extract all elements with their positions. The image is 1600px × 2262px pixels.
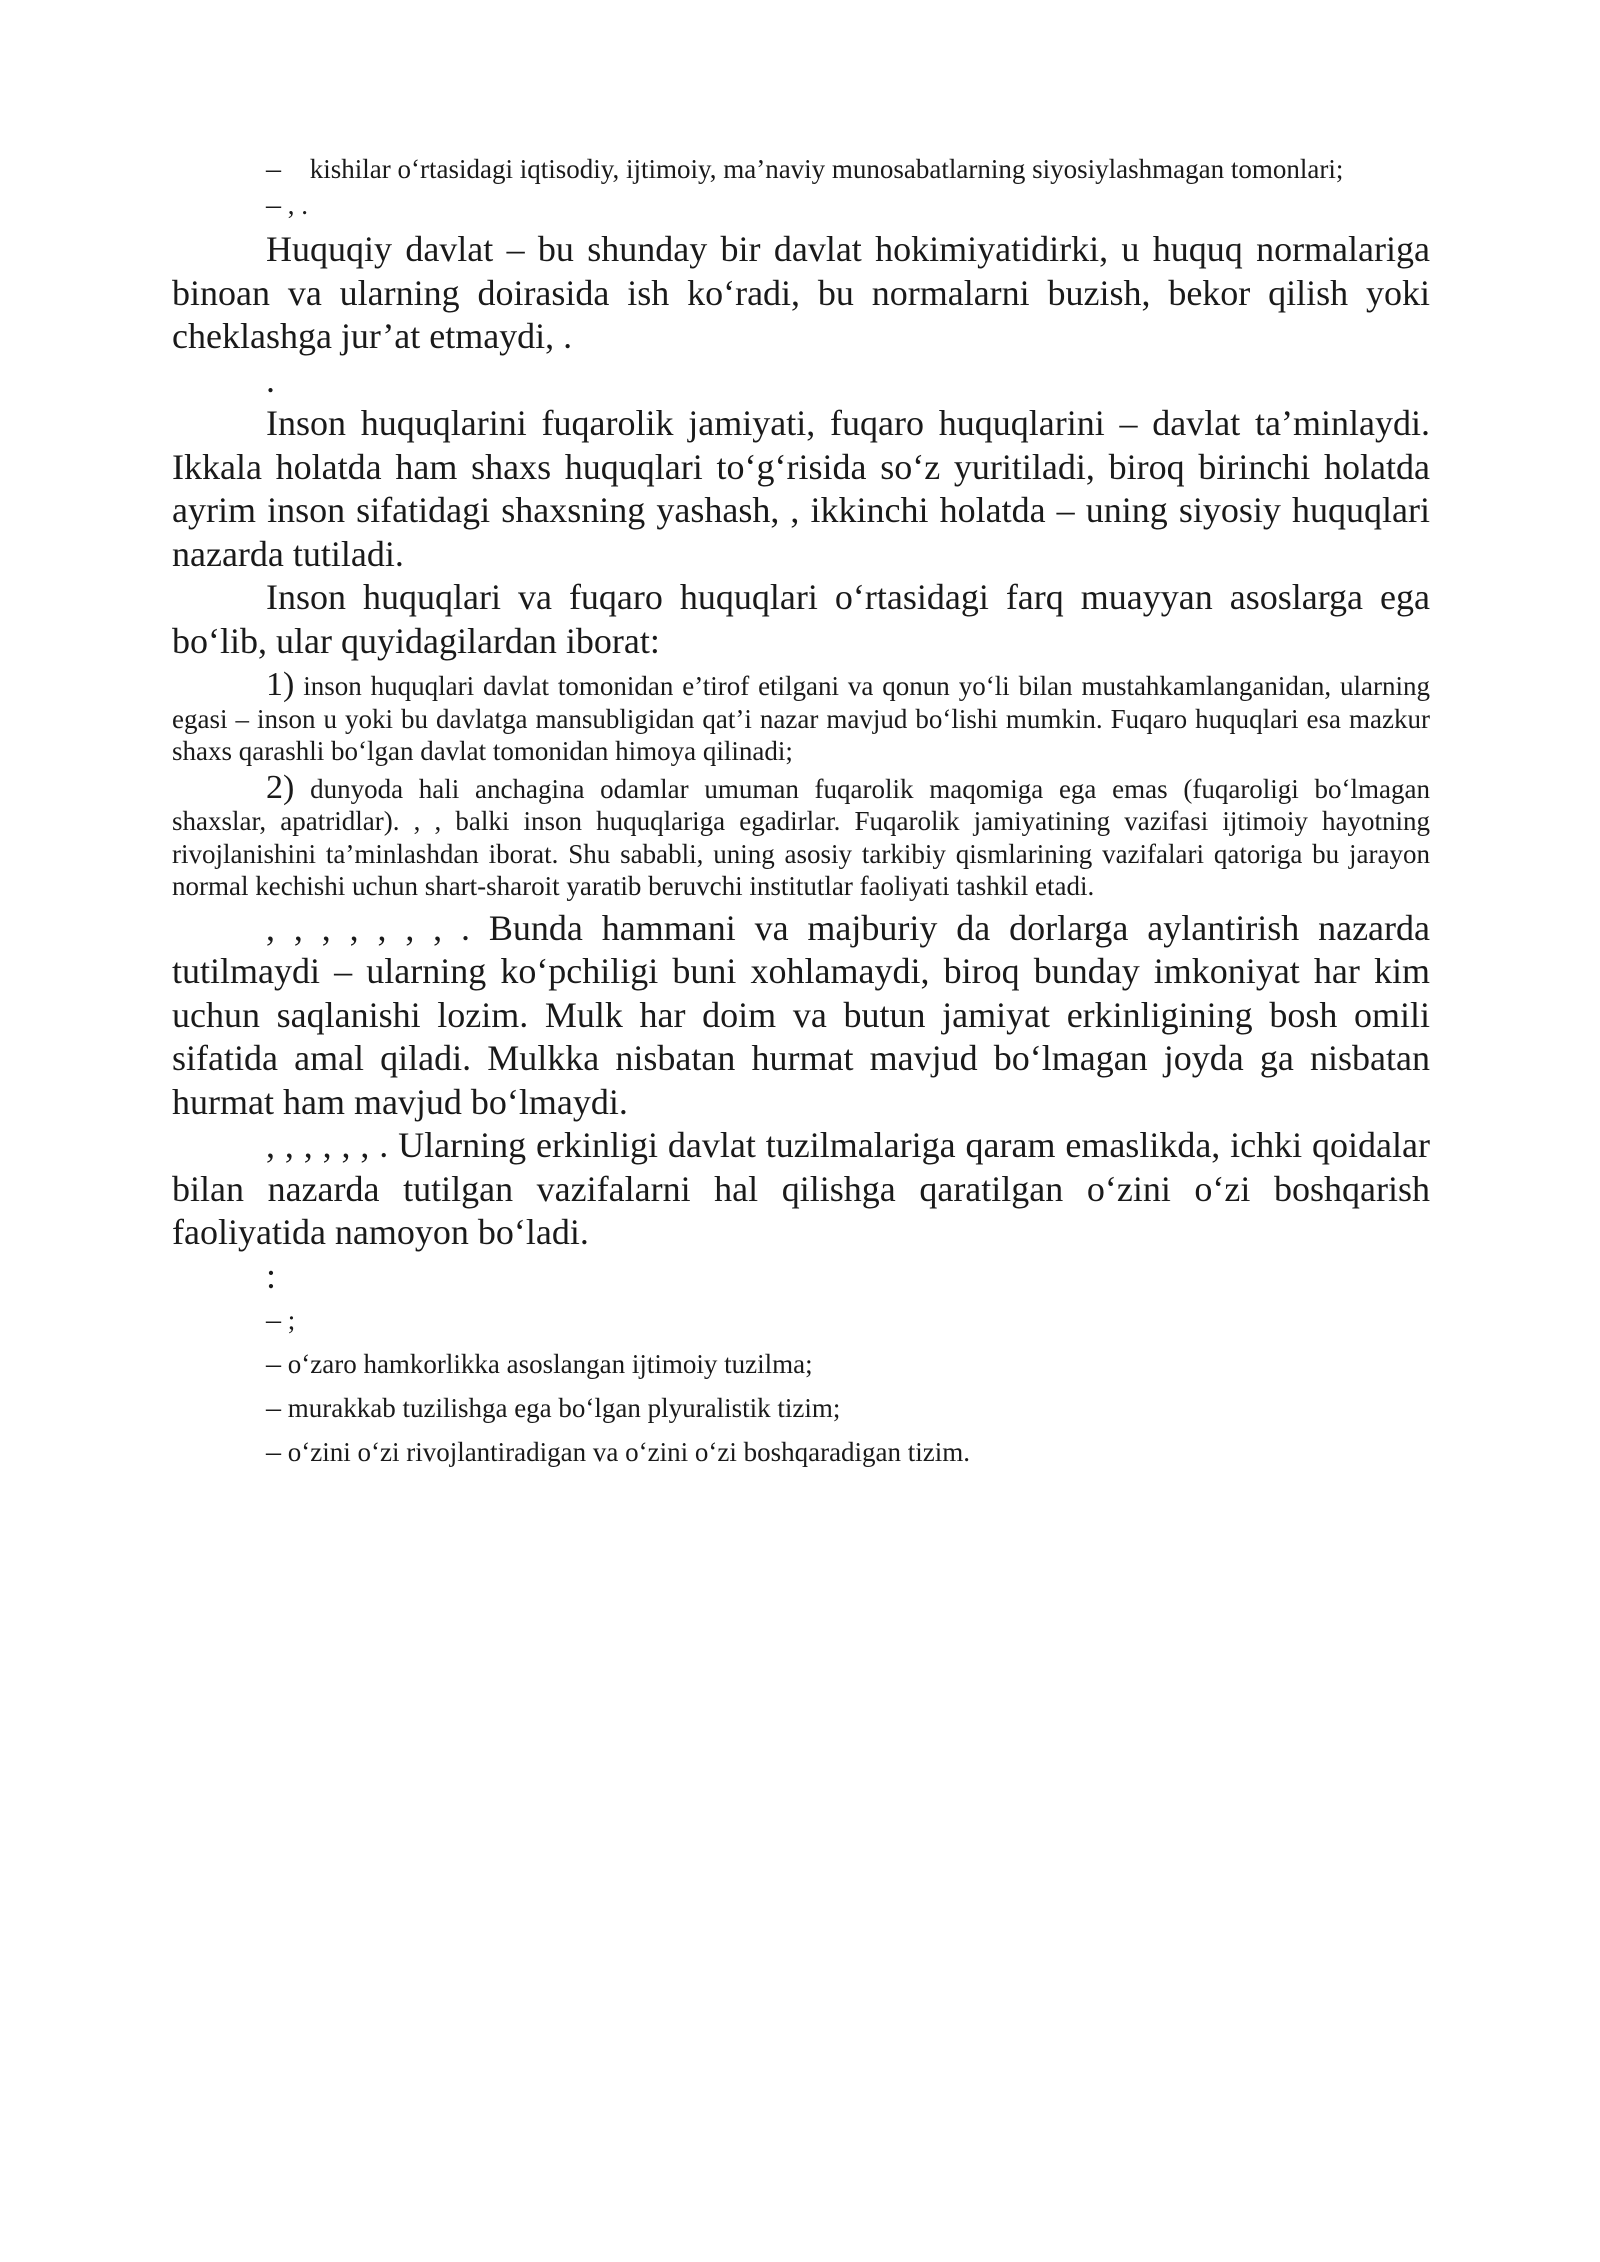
- dash: –: [266, 1303, 281, 1336]
- list-item-4: [172, 1430, 1430, 1474]
- paragraph-2: [172, 188, 1430, 222]
- dash: –: [266, 152, 281, 185]
- dash: –: [266, 1391, 281, 1424]
- list-item-1: [172, 1298, 1430, 1342]
- item-number: 2): [266, 768, 295, 806]
- paragraph-3: Huquqiy davlat – bu shunday bir davlat hokimiyatidirki, u huquq normalariga binoan va ularning doirasida ish ko‘radi, bu normalarni buzish, bekor qilish yoki cheklashga jur’at etmaydi, .: [172, 229, 1430, 356]
- paragraph-1: [172, 152, 1430, 186]
- paragraph-10: , , , , , , . Ularning erkinligi davlat tuzilmalariga qaram emaslikda, ichki qoidalar bilan nazarda tutilgan vazifalarni hal qilishga qaratilgan o‘zini o‘zi boshqarish faoliyatida namoyon bo‘ladi.: [172, 1125, 1430, 1252]
- list-item-3: [172, 1386, 1430, 1430]
- paragraph-text: o‘zaro hamkorlikka asoslangan ijtimoiy tuzilma;: [287, 1349, 813, 1379]
- paragraph-text: kishilar o‘rtasidagi iqtisodiy, ijtimoiy, ma’naviy munosabatlarning siyosiylashmagan tomonlari;: [309, 154, 1344, 184]
- dash: –: [266, 1347, 281, 1380]
- paragraph-11: :: [266, 1255, 277, 1296]
- paragraph-6: Inson huquqlari va fuqaro huquqlari o‘rtasidagi farq muayyan asoslarga ega bo‘lib, ular quyidagilardan iborat:: [172, 577, 1430, 661]
- document-page: [172, 152, 1430, 1474]
- paragraph-text: o‘zini o‘zi rivojlantiradigan va o‘zini o‘zi boshqaradigan tizim.: [287, 1437, 971, 1467]
- paragraph-text: murakkab tuzilishga ega bo‘lgan plyuralistik tizim;: [287, 1393, 841, 1423]
- dash: –: [266, 188, 281, 221]
- numbered-item-2: [172, 768, 1431, 903]
- dash: –: [266, 1435, 281, 1468]
- paragraph-text: inson huquqlari davlat tomonidan e’tirof etilgani va qonun yo‘li bilan mustahkamlanganidan, ularning egasi – inson u yoki bu davlatga mansubligidan qat’i nazar mavjud bo‘lishi mumkin. Fuqaro huquqlari esa mazkur shaxs qarashli bo‘lgan davlat tomonidan himoya qilinadi;: [172, 671, 1430, 766]
- paragraph-4: .: [266, 359, 275, 400]
- numbered-item-1: [172, 666, 1430, 768]
- paragraph-text: ;: [287, 1305, 296, 1335]
- paragraph-9: , , , , , , , . Bunda hammani va majburiy da dorlarga aylantirish nazarda tutilmaydi – ularning ko‘pchiligi buni xohlamaydi, biroq bunday imkoniyat har kim uchun saqlanishi lozim. Mulk har doim va butun jamiyat erkinligining bosh omili sifatida amal qiladi. Mulkka nisbatan hurmat mavjud bo‘lmagan joyda ga nisbatan hurmat ham mavjud bo‘lmaydi.: [172, 907, 1430, 1122]
- paragraph-5: Inson huquqlarini fuqarolik jamiyati, fuqaro huquqlarini – davlat ta’minlaydi. Ikkala holatda ham shaxs huquqlari to‘g‘risida so‘z yuritiladi, biroq birinchi holatda ayrim inson sifatidagi shaxsning yashash, , ikkinchi holatda – uning siyosiy huquqlari nazarda tutiladi.: [172, 403, 1430, 574]
- list-item-2: [172, 1342, 1430, 1386]
- item-number: 1): [266, 666, 295, 703]
- paragraph-text: dunyoda hali anchagina odamlar umuman fuqarolik maqomiga ega emas (fuqaroligi bo‘lmagan shaxslar, apatridlar). , , balki inson huquqlariga egadirlar. Fuqarolik jamiyatining vazifasi ijtimoiy hayotning rivojlanishini ta’minlashdan iborat. Shu sababli, uning asosiy tarkibiy qismlarining vazifalari qatoriga bu jarayon normal kechishi uchun shart-sharoit yaratib beruvchi institutlar faoliyati tashkil etadi.: [172, 773, 1431, 901]
- paragraph-text: , .: [287, 190, 308, 220]
